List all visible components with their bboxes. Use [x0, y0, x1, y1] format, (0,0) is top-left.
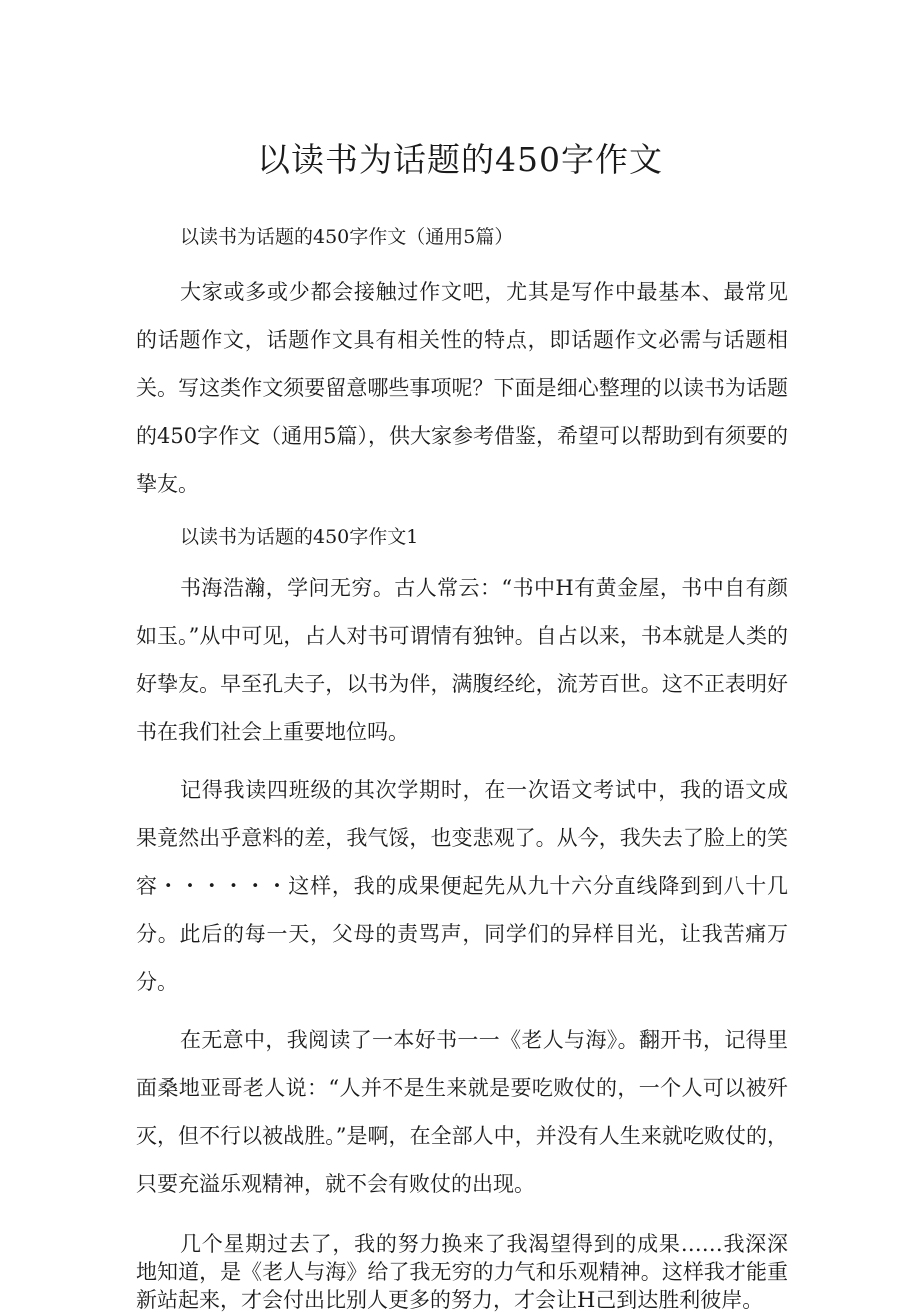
spacer [136, 552, 788, 564]
spacer [136, 1208, 788, 1230]
spacer [136, 252, 788, 268]
document-subtitle: 以读书为话题的450字作文（通用5篇） [180, 226, 514, 248]
essay-paragraph: 几个星期过去了，我的努力换来了我渴望得到的成果……我深深地知道，是《老人与海》给了我无穷的力气和乐观精神。这样我才能重新站起来，才会付出比别人更多的努力，才会让H己到达胜利彼岸。 [136, 1232, 788, 1312]
intro-paragraph: 大家或多或少都会接触过作文吧，尤其是写作中最基本、最常见的话题作文，话题作文具有相关性的特点，即话题作文必需与话题相关。写这类作文须要留意哪些事项呢？下面是细心整理的以读书为话题的450字作文（通用5篇），供大家参考借鉴，希望可以帮助到有须要的挚友。 [136, 280, 788, 496]
spacer [136, 508, 788, 522]
document-body [136, 222, 788, 1314]
essay-paragraph: 记得我读四班级的其次学期时，在一次语文考试中，我的语文成果竟然出乎意料的差，我气馁，也变悲观了。从今，我失去了脸上的笑容・・・・・・这样，我的成果便起先从九十六分直线降到到八十几分。此后的每一天，父母的责骂声，同学们的异样目光，让我苦痛万分。 [136, 778, 788, 994]
spacer [136, 1006, 788, 1016]
essay-paragraph: 在无意中，我阅读了一本好书一一《老人与海》。翻开书，记得里面桑地亚哥老人说：“人并不是生来就是要吃败仗的，一个人可以被歼灭，但不行以被战胜。”是啊，在全部人中，并没有人生来就吃败仗的，只要充溢乐观精神，就不会有败仗的出现。 [136, 1028, 788, 1196]
essay-heading: 以读书为话题的450字作文1 [180, 526, 419, 548]
document-title: 以读书为话题的450字作文 [257, 140, 663, 179]
essay-paragraph: 书海浩瀚，学问无穷。古人常云：“书中H有黄金屋，书中自有颜如玉。”从中可见，占人对书可谓情有独钟。自占以来，书本就是人类的好挚友。早至孔夫子，以书为伴，满腹经纶，流芳百世。这不正表明好书在我们社会上重要地位吗。 [136, 576, 788, 744]
spacer [136, 756, 788, 766]
